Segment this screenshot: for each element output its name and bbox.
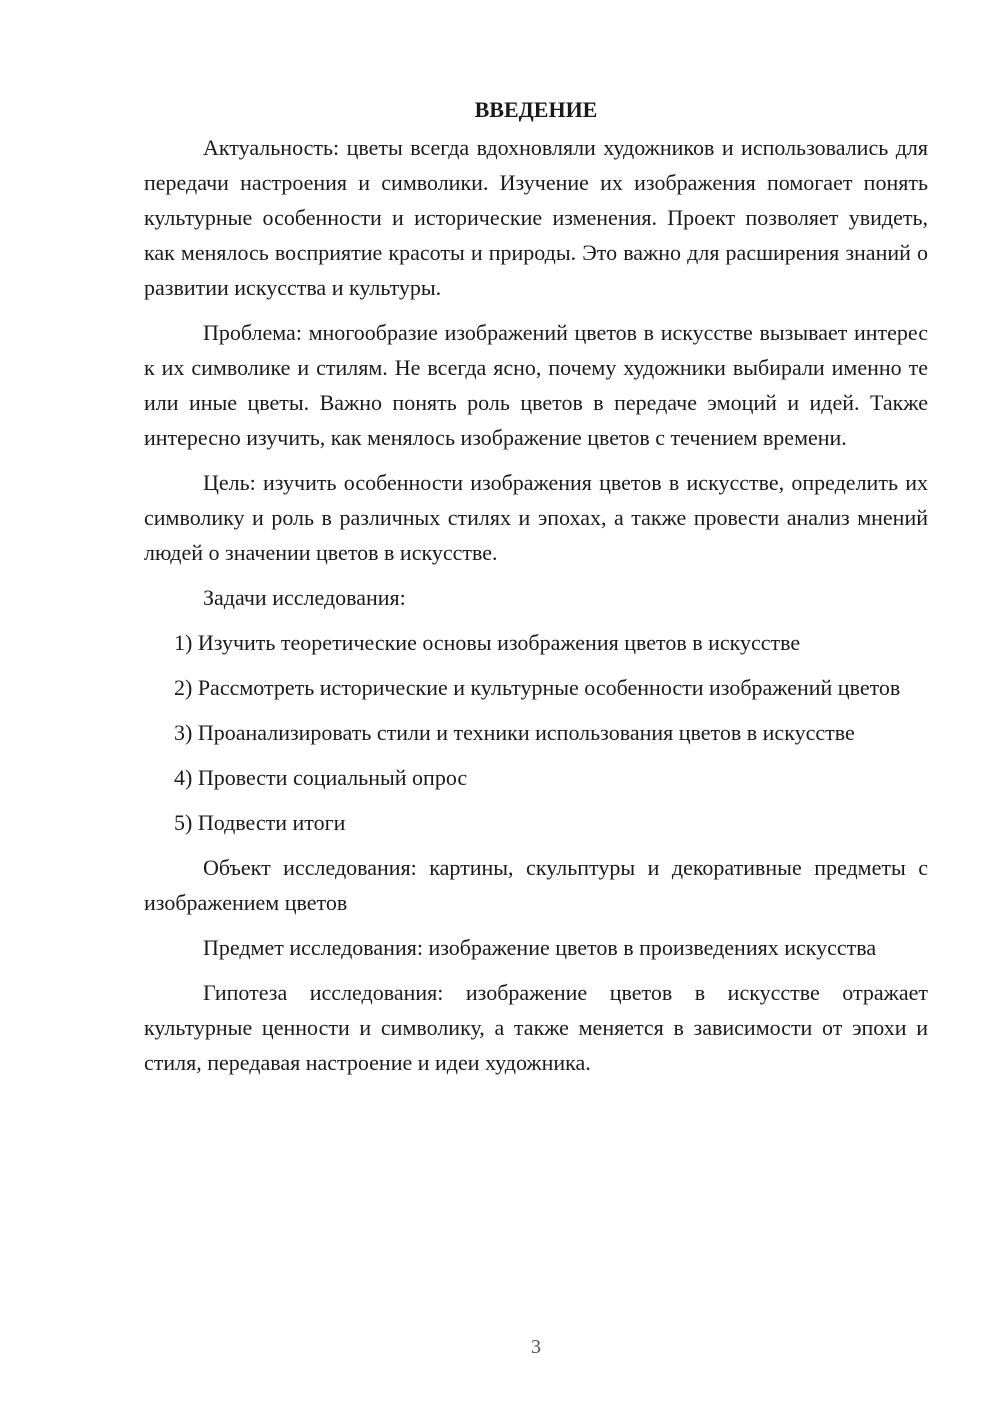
task-item-4: 4) Провести социальный опрос [174,765,468,790]
section-title: ВВЕДЕНИЕ [474,97,598,122]
task-item-3: 3) Проанализировать стили и техники использования цветов в искусстве [174,720,855,745]
paragraph-tasks-heading: Задачи исследования: [203,585,406,610]
paragraph-hypothesis: Гипотеза исследования: изображение цветов в искусстве отражает культурные ценности и символику, а также меняется в зависимости от эпохи и стиля, передавая настроение и идеи художника. [144,980,928,1075]
paragraph-object: Объект исследования: картины, скульптуры и декоративные предметы с изображением цветов [144,855,928,915]
paragraph-goal: Цель: изучить особенности изображения цветов в искусстве, определить их символику и роль в различных стилях и эпохах, а также провести анализ мнений людей о значении цветов в искусстве. [144,470,928,565]
page-content [144,94,928,1090]
paragraph-relevance: Актуальность: цветы всегда вдохновляли художников и использовались для передачи настроения и символики. Изучение их изображения помогает понять культурные особенности и исторические изменения. Проект позволяет увидеть, как менялось восприятие красоты и природы. Это важно для расширения знаний о развитии искусства и культуры. [144,135,928,300]
task-item-1: 1) Изучить теоретические основы изображения цветов в искусстве [174,630,801,655]
task-item-5: 5) Подвести итоги [174,810,346,835]
paragraph-subject: Предмет исследования: изображение цветов в произведениях искусства [203,935,877,960]
page-number: 3 [531,1336,541,1358]
paragraph-problem: Проблема: многообразие изображений цветов в искусстве вызывает интерес к их символике и стилям. Не всегда ясно, почему художники выбирали именно те или иные цветы. Важно понять роль цветов в передаче эмоций и идей. Также интересно изучить, как менялось изображение цветов с течением времени. [144,320,928,450]
task-item-2: 2) Рассмотреть исторические и культурные особенности изображений цветов [174,675,901,700]
